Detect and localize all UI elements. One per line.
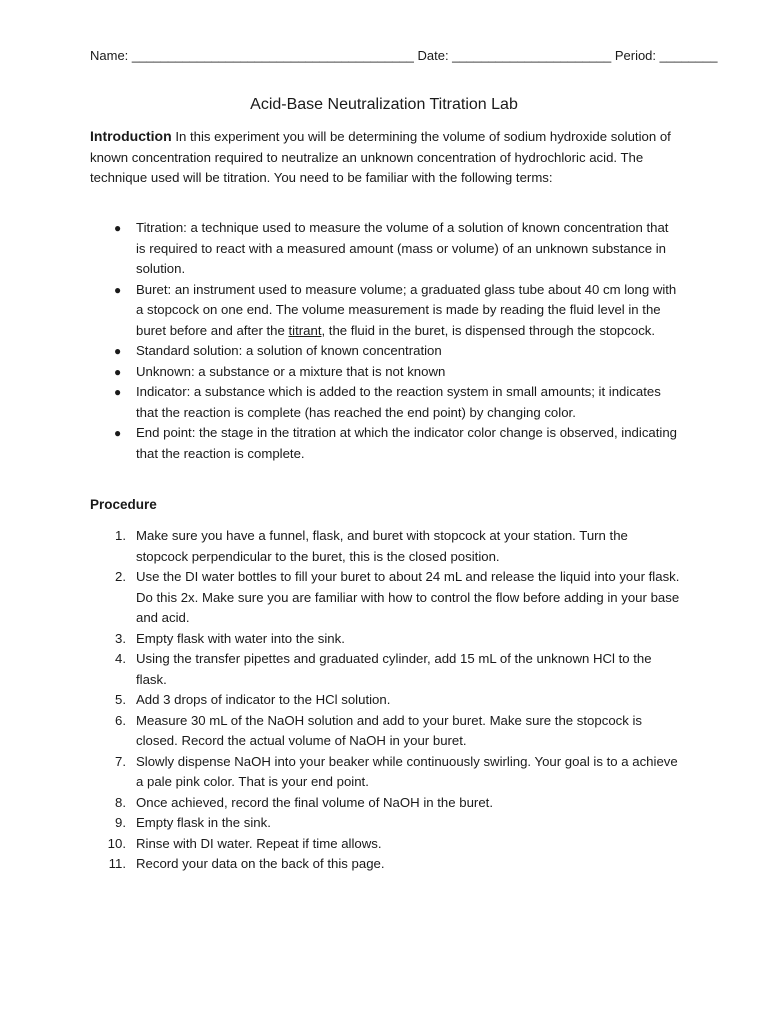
header-fields: Name: _______________________________________ Date: ______________________ Period: ________ xyxy=(90,48,718,63)
list-item: 6. Measure 30 mL of the NaOH solution and add to your buret. Make sure the stopcock is closed. Record the actual volume of NaOH in your buret. xyxy=(90,711,680,752)
list-item: ● End point: the stage in the titration at which the indicator color change is observed, indicating that the reaction is complete. xyxy=(114,425,678,461)
step-number: 6. xyxy=(115,712,126,728)
step-number: 8. xyxy=(115,794,126,810)
bullet-icon: ● xyxy=(114,364,122,379)
list-item: 10. Rinse with DI water. Repeat if time allows. xyxy=(90,834,680,855)
step-number: 5. xyxy=(115,692,126,707)
list-item: 3. Empty flask with water into the sink. xyxy=(90,629,680,650)
procedure-steps xyxy=(90,526,680,875)
list-item: 11. Record your data on the back of this page. xyxy=(90,854,680,875)
list-item: 4. Using the transfer pipettes and graduated cylinder, add 15 mL of the unknown HCl to the flask. xyxy=(90,649,680,690)
step-number: 2. xyxy=(115,569,126,584)
list-item: ● Indicator: a substance which is added to the reaction system in small amounts; it indicates that the reaction is complete (has reached the end point) by changing color. xyxy=(114,384,661,420)
list-item: ● Buret: an instrument used to measure volume; a graduated glass tube about 40 cm long with a stopcock on one end. The volume measurement is made by reading the fluid level in the buret before and after the titrant, the fluid in the buret, is dispensed through the stopcock. xyxy=(114,281,677,338)
underlined-term: titrant xyxy=(288,322,322,338)
bullet-icon: ● xyxy=(114,282,122,297)
procedure-heading: Procedure xyxy=(90,497,157,512)
introduction-text: In this experiment you will be determining the volume of sodium hydroxide solution of known concentration required to neutralize an unknown concentration of hydrochloric acid. The technique used will be titration. You need to be familiar with the following terms: xyxy=(90,129,671,185)
step-number: 11. xyxy=(108,856,126,871)
bullet-icon: ● xyxy=(114,221,122,235)
step-number: 3. xyxy=(115,630,126,646)
list-item: 7. Slowly dispense NaOH into your beaker while continuously swirling. Your goal is to a achieve a pale pink color. That is your end point. xyxy=(90,752,680,793)
introduction-heading: Introduction xyxy=(90,128,172,144)
list-item: 1. Make sure you have a funnel, flask, and buret with stopcock at your station. Turn the stopcock perpendicular to the buret, this is the closed position. xyxy=(90,526,680,567)
terms-list xyxy=(90,218,680,464)
step-number: 10. xyxy=(107,835,126,851)
page-title: Acid-Base Neutralization Titration Lab xyxy=(250,96,518,113)
step-number: 9. xyxy=(115,815,126,830)
bullet-icon: ● xyxy=(114,385,122,399)
list-item: ● Standard solution: a solution of known concentration xyxy=(90,341,680,362)
bullet-icon: ● xyxy=(114,426,122,440)
step-number: 4. xyxy=(115,651,126,666)
list-item: ● Unknown: a substance or a mixture that is not known xyxy=(90,362,680,383)
list-item: 8. Once achieved, record the final volume of NaOH in the buret. xyxy=(90,793,680,814)
list-item: 9. Empty flask in the sink. xyxy=(90,813,680,834)
list-item: ● Titration: a technique used to measure the volume of a solution of known concentration that is required to react with a measured amount (mass or volume) of an unknown substance in solution. xyxy=(114,220,669,276)
list-item: 2. Use the DI water bottles to fill your buret to about 24 mL and release the liquid into your flask. Do this 2x. Make sure you are familiar with how to control the flow before adding in your base and acid. xyxy=(90,567,680,629)
bullet-icon: ● xyxy=(114,344,122,358)
step-number: 7. xyxy=(115,753,126,769)
step-number: 1. xyxy=(115,528,126,543)
list-item: 5. Add 3 drops of indicator to the HCl solution. xyxy=(90,690,680,711)
introduction-paragraph xyxy=(90,126,680,189)
